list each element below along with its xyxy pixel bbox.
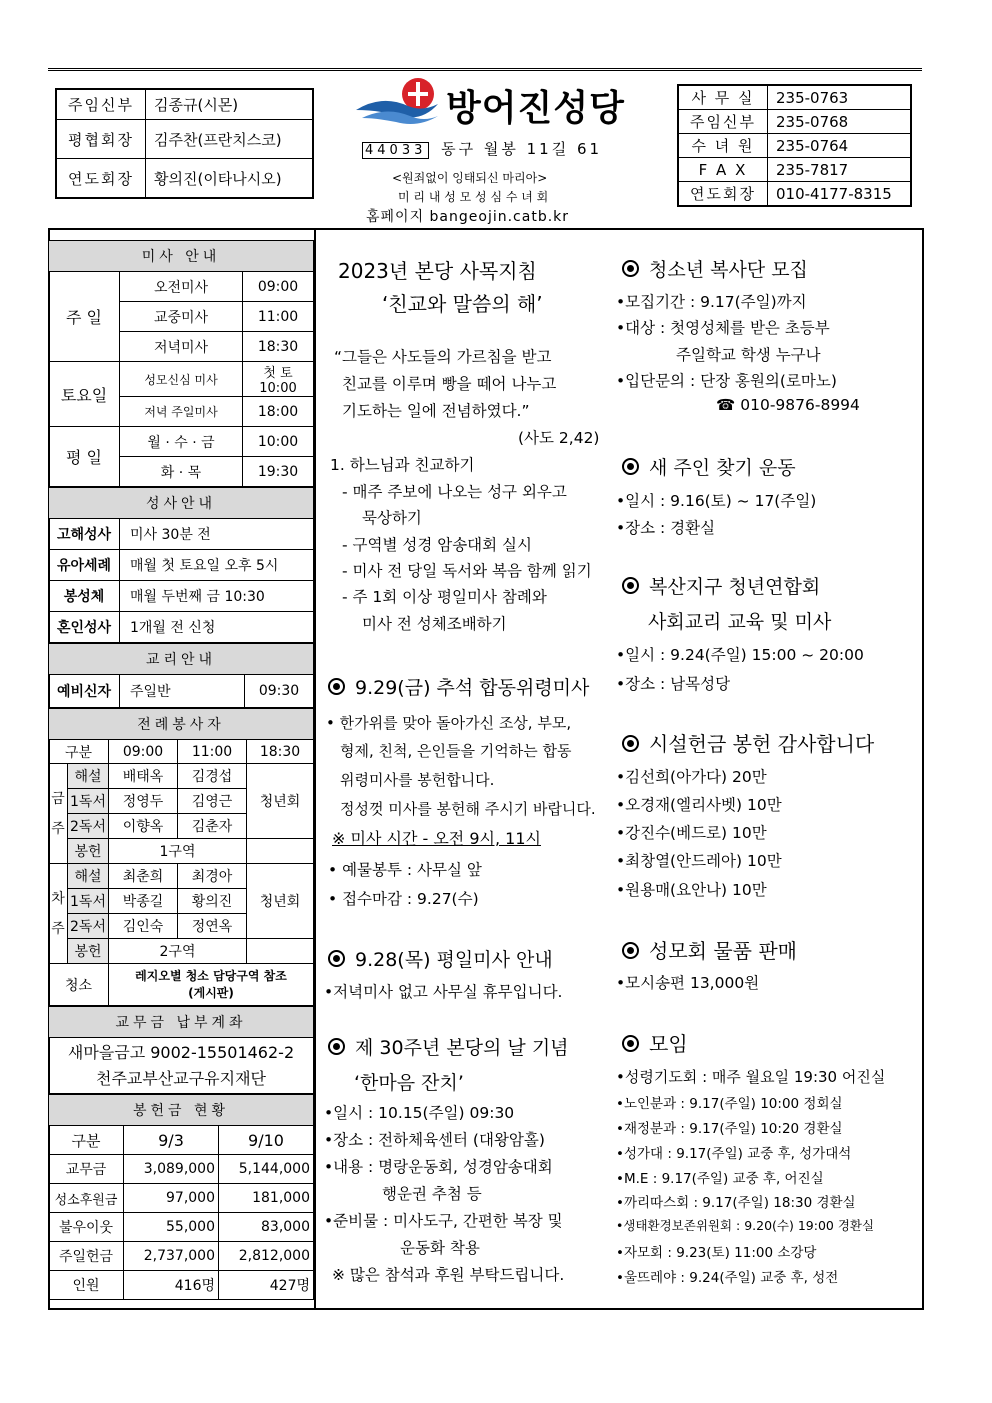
pastoral-item: - 구역별 성경 암송대회 실시 <box>342 536 533 554</box>
account-info <box>49 1038 314 1094</box>
meeting-line: •성령기도회 : 매주 월요일 19:30 어진실 <box>616 1068 886 1086</box>
bullet-circle-icon <box>622 735 639 752</box>
youth-title-2: 사회교리 교육 및 미사 <box>648 611 832 633</box>
server-name: 정영두 <box>109 789 178 814</box>
offering-area: 1구역 <box>109 839 247 864</box>
account-title: 교무금 납부계좌 <box>49 1007 314 1038</box>
cleaning-line: (게시판) <box>188 985 234 1000</box>
memorial-deadline: • 접수마감 : 9.27(수) <box>328 890 479 908</box>
youth-title: 복산지구 청년연합회 <box>649 576 821 598</box>
bullet-circle-icon <box>328 678 345 695</box>
anniversary-line: 행운권 추첨 등 <box>382 1185 482 1203</box>
anniversary-line: ※ 많은 참석과 후원 부탁드립니다. <box>332 1266 565 1284</box>
server-name: 이향옥 <box>109 814 178 839</box>
contact-value: 235-0764 <box>768 134 912 158</box>
homepage: 홈페이지 bangeojin.catb.kr <box>366 209 570 225</box>
lost-found-line: •일시 : 9.16(토) ~ 17(주일) <box>616 492 817 510</box>
sacrament-label: 고해성사 <box>49 519 120 550</box>
lost-found-line: •장소 : 경환실 <box>616 519 716 537</box>
doctrine-table <box>48 643 314 708</box>
column-divider <box>314 228 316 1308</box>
account-table <box>48 1006 314 1094</box>
doctrine-time: 09:30 <box>245 675 314 708</box>
bullet-circle-icon <box>622 942 639 959</box>
officer-role: 주임신부 <box>56 89 146 120</box>
mass-time: 11:00 <box>243 302 314 332</box>
bullet-circle-icon <box>622 1035 639 1052</box>
sale-heading <box>622 935 797 964</box>
top-rule <box>48 68 922 71</box>
mass-time: 첫 토 10:00 <box>243 362 314 397</box>
sacrament-info: 매월 두번째 금 10:30 <box>120 581 314 612</box>
contact-value: 235-0768 <box>768 110 912 134</box>
youth-heading <box>622 572 820 599</box>
address-line <box>362 138 602 159</box>
mass-time: 18:00 <box>243 397 314 427</box>
sale-title: 성모회 물품 판매 <box>649 939 797 963</box>
liturgy-header: 구분 <box>49 740 109 764</box>
liturgy-header: 09:00 <box>109 740 178 764</box>
pastoral-item: - 주 1회 이상 평일미사 참례와 <box>342 588 547 606</box>
youth-line: •장소 : 남목성당 <box>616 675 731 693</box>
offering-amount: 2,737,000 <box>124 1242 219 1271</box>
offering-amount: 416명 <box>124 1271 219 1300</box>
offering-amount: 3,089,000 <box>124 1155 219 1184</box>
memorial-envelope: • 예물봉투 : 사무실 앞 <box>328 861 482 879</box>
quote-source: (사도 2,42) <box>518 429 600 447</box>
mass-table <box>48 240 314 487</box>
anniversary-line: 운동화 착용 <box>400 1239 480 1257</box>
bullet-circle-icon <box>622 458 639 475</box>
bullet-circle-icon <box>328 1038 345 1055</box>
sacraments-title: 성사안내 <box>49 488 314 519</box>
pastoral-subtitle: ‘친교와 말씀의 해’ <box>382 292 543 316</box>
mass-name: 성모신심 미사 <box>120 362 243 397</box>
mass-name: 교중미사 <box>120 302 243 332</box>
contact-label: 사 무 실 <box>678 85 768 110</box>
role-label: 봉헌 <box>68 939 109 964</box>
meeting-line: •노인분과 : 9.17(주일) 10:00 정회실 <box>616 1096 843 1112</box>
anniversary-subtitle: ‘한마음 잔치’ <box>354 1072 464 1094</box>
sacraments-table <box>48 487 314 643</box>
offering-amount: 83,000 <box>219 1213 314 1242</box>
pastoral-item: - 미사 전 당일 독서와 복음 함께 읽기 <box>342 562 592 580</box>
pastoral-title: 2023년 본당 사목지침 <box>338 259 537 283</box>
mass-name: 저녁 주일미사 <box>120 397 243 427</box>
role-label: 1독서 <box>68 789 109 814</box>
mass-time: 19:30 <box>243 457 314 487</box>
donation-line: •원용매(요안나) 10만 <box>616 881 767 899</box>
quote-line: 친교를 이루며 빵을 떼어 나누고 <box>342 375 557 393</box>
memorial-title: 9.29(금) 추석 합동위령미사 <box>355 677 590 699</box>
memorial-line: 정성껏 미사를 봉헌해 주시기 바랍니다. <box>340 800 596 818</box>
donation-title: 시설헌금 봉헌 감사합니다 <box>649 732 875 756</box>
anniversary-heading <box>328 1033 569 1060</box>
youth-line: •일시 : 9.24(주일) 15:00 ~ 20:00 <box>616 646 864 664</box>
parish-name: 방어진성당 <box>446 88 625 129</box>
sacrament-info: 1개월 전 신청 <box>120 612 314 643</box>
this-week-label <box>49 764 68 864</box>
offering-amount: 55,000 <box>124 1213 219 1242</box>
label-char: 차 <box>51 890 65 907</box>
convent: 미 리 내 성 모 성 심 수 녀 회 <box>398 190 549 204</box>
contact-label: 연도회장 <box>678 182 768 207</box>
doctrine-title: 교리안내 <box>49 644 314 675</box>
parish-logo <box>352 76 442 126</box>
altar-servers-line: •모집기간 : 9.17(주일)까지 <box>616 293 807 311</box>
offering-amount: 427명 <box>219 1271 314 1300</box>
label-char: 주 <box>51 820 65 837</box>
meetings-heading <box>622 1028 688 1057</box>
altar-servers-line: ☎ 010-9876-8994 <box>716 396 860 414</box>
meeting-line: •생태환경보존위원회 : 9.20(수) 19:00 경환실 <box>616 1218 875 1233</box>
meeting-line: •울뜨레야 : 9.24(주일) 교중 후, 성전 <box>616 1270 839 1286</box>
mass-name: 오전미사 <box>120 272 243 302</box>
meeting-line: •재정분과 : 9.17(주일) 10:20 경환실 <box>616 1121 843 1137</box>
contact-label: F A X <box>678 158 768 182</box>
contact-value: 235-7817 <box>768 158 912 182</box>
altar-servers-heading <box>622 255 808 282</box>
offering-amount: 5,144,000 <box>219 1155 314 1184</box>
altar-servers-line: •대상 : 첫영성체를 받은 초등부 <box>616 319 830 337</box>
contact-value: 010-4177-8315 <box>768 182 912 207</box>
donation-line: •최창열(안드레아) 10만 <box>616 852 782 870</box>
contact-table <box>677 84 912 207</box>
memorial-line: 형제, 친척, 은인들을 기억하는 합동 <box>340 742 572 760</box>
pastoral-item: 미사 전 성체조배하기 <box>362 615 507 633</box>
mass-time: 10:00 <box>243 427 314 457</box>
officer-role: 평협회장 <box>56 120 146 159</box>
left-column <box>48 240 314 1300</box>
memorial-heading <box>328 673 589 700</box>
saturday-label: 토요일 <box>49 362 120 427</box>
meetings-title: 모임 <box>649 1032 688 1056</box>
lost-found-heading <box>622 453 796 480</box>
officer-role: 연도회장 <box>56 159 146 199</box>
label-char: 금 <box>51 790 65 807</box>
offering-label: 불우이웃 <box>49 1213 124 1242</box>
offerings-title: 봉헌금 현황 <box>49 1095 314 1126</box>
mass-time: 09:00 <box>243 272 314 302</box>
anniversary-line: •내용 : 명랑운동회, 성경암송대회 <box>324 1158 553 1176</box>
memorial-line: 위령미사를 봉헌합니다. <box>340 771 495 789</box>
role-label: 2독서 <box>68 814 109 839</box>
liturgy-header: 11:00 <box>178 740 247 764</box>
sacrament-info: 매월 첫 토요일 오후 5시 <box>120 550 314 581</box>
weekday-notice-heading <box>328 945 553 972</box>
offering-header: 9/10 <box>219 1126 314 1155</box>
evening-server: 청년회 <box>247 764 314 839</box>
memorial-line: • 한가위를 맞아 돌아가신 조상, 부모, <box>326 714 572 732</box>
doctrine-label: 예비신자 <box>49 675 120 708</box>
donation-line: •오경재(엘리사벳) 10만 <box>616 796 782 814</box>
role-label: 해설 <box>68 764 109 789</box>
label-char: 주 <box>51 920 65 937</box>
role-label: 2독서 <box>68 914 109 939</box>
motto: <원죄없이 잉태되신 마리아> <box>392 171 548 185</box>
officer-name: 황의진(이타나시오) <box>146 159 314 199</box>
server-name: 배태옥 <box>109 764 178 789</box>
account-holder: 천주교부산교구유지재단 <box>95 1068 267 1088</box>
cleaning-info <box>109 964 314 1006</box>
contact-value: 235-0763 <box>768 85 912 110</box>
server-name: 김춘자 <box>178 814 247 839</box>
weekday-label: 평 일 <box>49 427 120 487</box>
offering-label: 인원 <box>49 1271 124 1300</box>
meeting-line: •성가대 : 9.17(주일) 교중 후, 성가대석 <box>616 1146 852 1162</box>
cleaning-line: 레지오별 청소 담당구역 참조 <box>135 968 287 983</box>
offering-label: 성소후원금 <box>49 1184 124 1213</box>
pastoral-point: 1. 하느님과 친교하기 <box>330 456 475 474</box>
sunday-label: 주 일 <box>49 272 120 362</box>
meeting-line: •자모회 : 9.23(토) 11:00 소강당 <box>616 1245 817 1261</box>
offering-amount: 2,812,000 <box>219 1242 314 1271</box>
server-name: 박종길 <box>109 889 178 914</box>
server-name: 최춘희 <box>109 864 178 889</box>
pastoral-item: - 매주 주보에 나오는 성구 외우고 <box>342 483 567 501</box>
mass-name: 월 · 수 · 금 <box>120 427 243 457</box>
cleaning-label: 청소 <box>49 964 109 1006</box>
altar-servers-title: 청소년 복사단 모집 <box>649 259 808 281</box>
anniversary-line: •장소 : 전하체육센터 (대왕암홀) <box>324 1131 545 1149</box>
donation-line: •김선희(아가다) 20만 <box>616 768 767 786</box>
liturgy-table <box>48 708 314 1006</box>
sacrament-label: 혼인성사 <box>49 612 120 643</box>
mass-name: 화 · 목 <box>120 457 243 487</box>
altar-servers-line: 주일학교 학생 누구나 <box>676 346 821 364</box>
mass-name: 저녁미사 <box>120 332 243 362</box>
anniversary-line: •일시 : 10.15(주일) 09:30 <box>324 1104 515 1122</box>
server-name: 정연옥 <box>178 914 247 939</box>
offering-amount: 97,000 <box>124 1184 219 1213</box>
weekday-notice-body: •저녁미사 없고 사무실 휴무입니다. <box>324 983 563 1001</box>
offering-label: 주일헌금 <box>49 1242 124 1271</box>
quote-line: “그들은 사도들의 가르침을 받고 <box>334 348 552 366</box>
contact-label: 주임신부 <box>678 110 768 134</box>
donation-heading <box>622 728 874 757</box>
offerings-table <box>48 1094 314 1300</box>
sacrament-label: 봉성체 <box>49 581 120 612</box>
server-name: 황의진 <box>178 889 247 914</box>
sacrament-label: 유아세례 <box>49 550 120 581</box>
role-label: 봉헌 <box>68 839 109 864</box>
pastoral-item: 묵상하기 <box>362 509 422 527</box>
meeting-line: •M.E : 9.17(주일) 교중 후, 어진실 <box>616 1171 824 1187</box>
donation-line: •강진수(베드로) 10만 <box>616 824 767 842</box>
bullet-circle-icon <box>328 950 345 967</box>
offering-amount: 181,000 <box>219 1184 314 1213</box>
mass-title: 미사 안내 <box>49 241 314 272</box>
contact-label: 수 녀 원 <box>678 134 768 158</box>
sacrament-info: 미사 30분 전 <box>120 519 314 550</box>
anniversary-title: 제 30주년 본당의 날 기념 <box>355 1037 569 1059</box>
quote-line: 기도하는 일에 전념하였다.” <box>342 402 530 420</box>
officers-table <box>55 88 314 199</box>
server-name: 김영근 <box>178 789 247 814</box>
role-label: 해설 <box>68 864 109 889</box>
postal-code: 44033 <box>362 142 429 159</box>
role-label: 1독서 <box>68 889 109 914</box>
officer-name: 김주찬(프란치스코) <box>146 120 314 159</box>
bullet-circle-icon <box>622 260 639 277</box>
meeting-line: •까리따스회 : 9.17(주일) 18:30 경환실 <box>616 1195 856 1211</box>
memorial-time: ※ 미사 시간 - 오전 9시, 11시 <box>332 829 541 848</box>
sale-line: •모시송편 13,000원 <box>616 974 760 992</box>
liturgy-header: 18:30 <box>247 740 314 764</box>
offering-header: 구분 <box>49 1126 124 1155</box>
offering-label: 교무금 <box>49 1155 124 1184</box>
weekday-notice-title: 9.28(목) 평일미사 안내 <box>355 949 553 971</box>
server-name: 김경섭 <box>178 764 247 789</box>
next-week-label <box>49 864 68 964</box>
officer-name: 김종규(시몬) <box>146 89 314 120</box>
mass-time: 18:30 <box>243 332 314 362</box>
account-number: 새마을금고 9002-15501462-2 <box>67 1042 295 1062</box>
bullet-circle-icon <box>622 577 639 594</box>
offering-area: 2구역 <box>109 939 247 964</box>
server-name: 김인숙 <box>109 914 178 939</box>
lost-found-title: 새 주인 찾기 운동 <box>649 457 796 479</box>
altar-servers-line: •입단문의 : 단장 홍원의(로마노) <box>616 372 837 390</box>
offering-header: 9/3 <box>124 1126 219 1155</box>
anniversary-line: •준비물 : 미사도구, 간편한 복장 및 <box>324 1212 563 1230</box>
doctrine-class: 주일반 <box>120 675 245 708</box>
server-name: 최경아 <box>178 864 247 889</box>
address: 동구 월봉 11길 61 <box>441 140 603 158</box>
evening-server: 청년회 <box>247 864 314 939</box>
liturgy-title: 전례봉사자 <box>49 709 314 740</box>
